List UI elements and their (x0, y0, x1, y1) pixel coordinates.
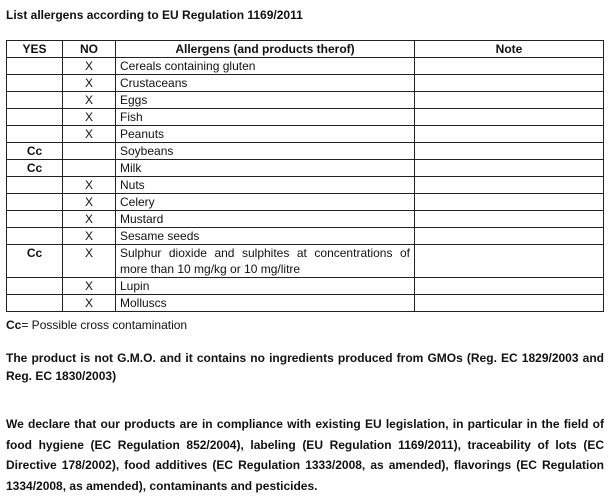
cell-no: X (63, 211, 116, 228)
cell-yes (7, 295, 63, 312)
legend (6, 318, 187, 332)
column-header-yes: YES (7, 41, 63, 58)
cell-yes (7, 75, 63, 92)
cell-yes (7, 109, 63, 126)
table-row (7, 228, 604, 245)
cell-allergen: Sulphur dioxide and sulphites at concentrations of more than 10 mg/kg or 10 mg/litre (116, 245, 415, 278)
cell-yes (7, 126, 63, 143)
cell-yes (7, 228, 63, 245)
table-body (7, 58, 604, 312)
cell-allergen: Fish (116, 109, 415, 126)
cell-allergen: Sesame seeds (116, 228, 415, 245)
legend-definition: = Possible cross contamination (21, 318, 188, 332)
allergens-table (6, 40, 604, 312)
cell-no (63, 143, 116, 160)
cell-note (415, 160, 604, 177)
cell-yes: Cc (7, 160, 63, 177)
table-row (7, 58, 604, 75)
document-heading: List allergens according to EU Regulation 1169/2011 (6, 8, 303, 22)
cell-note (415, 92, 604, 109)
table-row (7, 160, 604, 177)
cell-note (415, 143, 604, 160)
table-row (7, 75, 604, 92)
cell-allergen: Soybeans (116, 143, 415, 160)
cell-allergen: Milk (116, 160, 415, 177)
cell-allergen: Nuts (116, 177, 415, 194)
cell-no: X (63, 228, 116, 245)
cell-note (415, 194, 604, 211)
cell-yes (7, 194, 63, 211)
cell-note (415, 278, 604, 295)
table-row (7, 211, 604, 228)
table-row (7, 245, 604, 278)
cell-allergen: Eggs (116, 92, 415, 109)
cell-note (415, 75, 604, 92)
table-header-row (7, 41, 604, 58)
cell-no (63, 160, 116, 177)
cell-note (415, 126, 604, 143)
cell-allergen: Celery (116, 194, 415, 211)
cell-yes: Cc (7, 143, 63, 160)
cell-yes: Cc (7, 245, 63, 278)
table-row (7, 194, 604, 211)
cell-no: X (63, 194, 116, 211)
cell-note (415, 58, 604, 75)
legend-term: Cc (6, 318, 22, 332)
cell-allergen: Crustaceans (116, 75, 415, 92)
table-row (7, 126, 604, 143)
cell-allergen: Peanuts (116, 126, 415, 143)
table-row (7, 143, 604, 160)
cell-yes (7, 92, 63, 109)
column-header-note: Note (415, 41, 604, 58)
column-header-allergens: Allergens (and products therof) (116, 41, 415, 58)
compliance-declaration: We declare that our products are in compliance with existing EU legislation, in particular in the field of food hygiene (EC Regulation 852/2004), labeling (EU Regulation 1169/2011), traceability of lots (EC Directive 178/2002), food additives (EC Regulation 1333/2008, as amended), flavorings (EC Regulation 1334/2008, as amended), contaminants and pesticides. (6, 417, 604, 493)
gmo-statement: The product is not G.M.O. and it contains no ingredients produced from GMOs (Reg. EC 1829/2003 and Reg. EC 1830/2003) (6, 351, 604, 383)
cell-no: X (63, 177, 116, 194)
cell-note (415, 245, 604, 278)
cell-yes (7, 278, 63, 295)
cell-note (415, 211, 604, 228)
cell-no: X (63, 92, 116, 109)
cell-note (415, 295, 604, 312)
table-row (7, 295, 604, 312)
cell-no: X (63, 58, 116, 75)
cell-yes (7, 58, 63, 75)
cell-no: X (63, 278, 116, 295)
cell-allergen: Mustard (116, 211, 415, 228)
cell-no: X (63, 75, 116, 92)
cell-yes (7, 211, 63, 228)
cell-yes (7, 177, 63, 194)
table-row (7, 177, 604, 194)
cell-no: X (63, 126, 116, 143)
cell-no: X (63, 109, 116, 126)
cell-note (415, 177, 604, 194)
table-row (7, 278, 604, 295)
cell-no: X (63, 245, 116, 278)
table-row (7, 109, 604, 126)
column-header-no: NO (63, 41, 116, 58)
cell-no: X (63, 295, 116, 312)
cell-allergen: Lupin (116, 278, 415, 295)
cell-note (415, 109, 604, 126)
table-row (7, 92, 604, 109)
cell-note (415, 228, 604, 245)
cell-allergen: Cereals containing gluten (116, 58, 415, 75)
cell-allergen: Molluscs (116, 295, 415, 312)
